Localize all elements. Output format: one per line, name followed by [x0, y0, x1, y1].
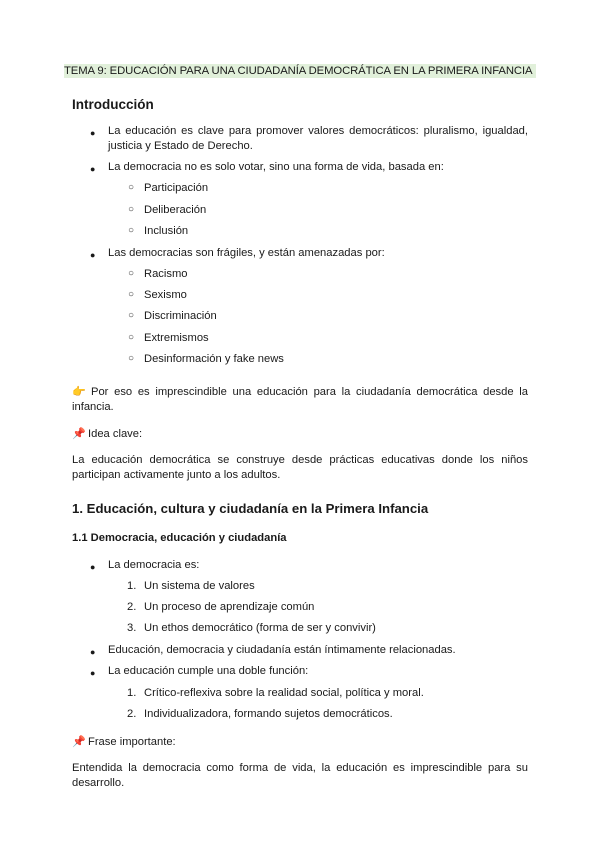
- intro-bullet-3: Las democracias son frágiles, y están amenazadas por:: [108, 247, 385, 259]
- circle-marker: ○: [128, 268, 135, 279]
- intro-heading: Introducción: [72, 97, 154, 112]
- list-item: Individualizadora, formando sujetos democráticos.: [144, 708, 393, 720]
- list-item: Un proceso de aprendizaje común: [144, 601, 315, 613]
- circle-marker: ○: [128, 225, 135, 236]
- list-item: Inclusión: [144, 225, 189, 237]
- circle-marker: ○: [128, 289, 135, 300]
- section-bullet-1: La democracia es:: [108, 559, 200, 571]
- list-number: 3.: [127, 622, 137, 634]
- intro-bullet-1: La educación es clave para promover valores democráticos: pluralismo, igualdad, justicia y Estado de Derecho.: [108, 125, 528, 152]
- bullet-dot: ●: [90, 128, 96, 138]
- circle-marker: ○: [128, 353, 135, 364]
- document-title: TEMA 9: EDUCACIÓN PARA UNA CIUDADANÍA DEMOCRÁTICA EN LA PRIMERA INFANCIA: [64, 64, 536, 78]
- bullet-dot: ●: [90, 164, 96, 174]
- key-idea-label: Idea clave:: [88, 428, 143, 440]
- section-1-1-heading: 1.1 Democracia, educación y ciudadanía: [72, 532, 287, 544]
- pushpin-icon: 📌: [72, 428, 86, 440]
- list-number: 2.: [127, 708, 137, 720]
- list-item: Discriminación: [144, 310, 217, 322]
- phrase-text: Entendida la democracia como forma de vida, la educación es imprescindible para su desarrollo.: [72, 762, 528, 789]
- list-number: 1.: [127, 687, 137, 699]
- list-item: Extremismos: [144, 332, 209, 344]
- circle-marker: ○: [128, 182, 135, 193]
- list-item: Un ethos democrático (forma de ser y convivir): [144, 622, 376, 634]
- list-item: Deliberación: [144, 204, 207, 216]
- section-bullet-2: Educación, democracia y ciudadanía están íntimamente relacionadas.: [108, 644, 456, 656]
- bullet-dot: ●: [90, 647, 96, 657]
- list-item: Racismo: [144, 268, 188, 280]
- bullet-dot: ●: [90, 562, 96, 572]
- section-1-heading: 1. Educación, cultura y ciudadanía en la Primera Infancia: [72, 501, 429, 516]
- circle-marker: ○: [128, 204, 135, 215]
- intro-conclusion: Por eso es imprescindible una educación para la ciudadanía democrática desde la infancia.: [72, 386, 528, 413]
- phrase-label: Frase importante:: [88, 736, 176, 748]
- list-item: Sexismo: [144, 289, 187, 301]
- list-item: Participación: [144, 182, 209, 194]
- circle-marker: ○: [128, 310, 135, 321]
- list-number: 1.: [127, 580, 137, 592]
- circle-marker: ○: [128, 332, 135, 343]
- list-item: Desinformación y fake news: [144, 353, 284, 365]
- bullet-dot: ●: [90, 668, 96, 678]
- pushpin-icon: 📌: [72, 736, 86, 748]
- list-number: 2.: [127, 601, 137, 613]
- key-idea-text: La educación democrática se construye desde prácticas educativas donde los niños participan activamente junto a los adultos.: [72, 454, 528, 481]
- pointing-hand-icon: 👉: [72, 386, 86, 398]
- bullet-dot: ●: [90, 250, 96, 260]
- list-item: Crítico-reflexiva sobre la realidad social, política y moral.: [144, 687, 424, 699]
- section-bullet-3: La educación cumple una doble función:: [108, 665, 309, 677]
- intro-bullet-2: La democracia no es solo votar, sino una forma de vida, basada en:: [108, 161, 444, 173]
- list-item: Un sistema de valores: [144, 580, 255, 592]
